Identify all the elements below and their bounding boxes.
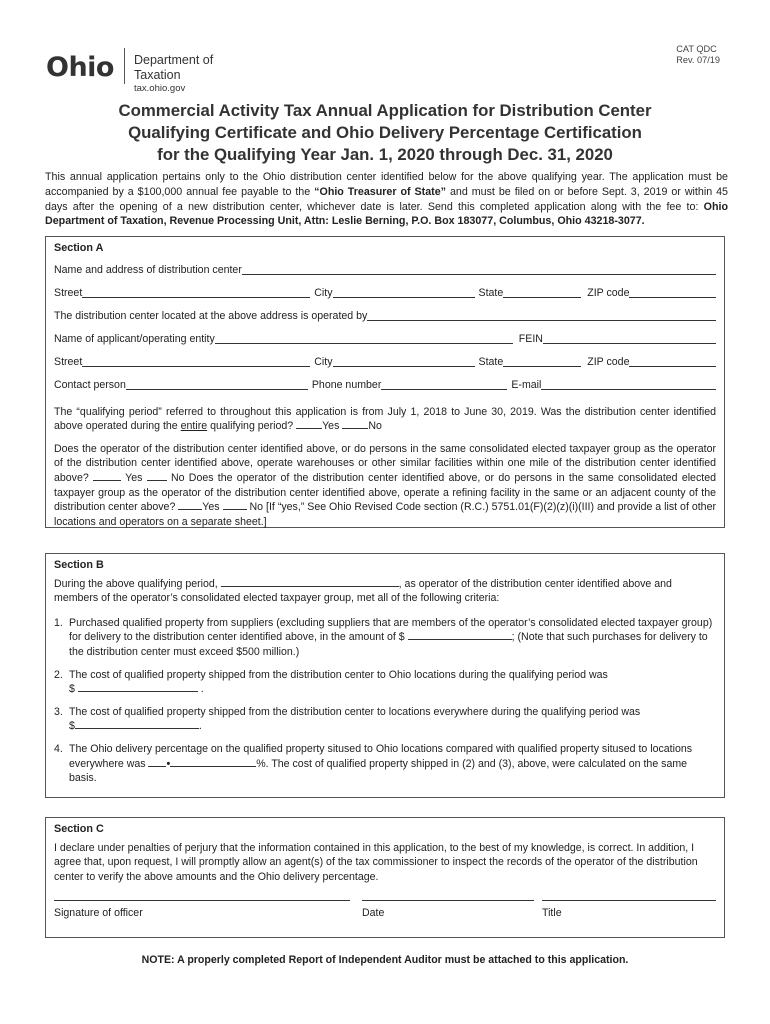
q1-no-label: No — [368, 420, 382, 433]
state-label-2: State — [478, 356, 504, 369]
section-b-intro-2: , as operator of the distribution center identified above and members of the operator’s consolidated elected taxpayer group, met all of the following criteria: — [54, 577, 672, 605]
department-line-2: Taxation — [134, 68, 181, 82]
zip-field-2[interactable] — [629, 366, 716, 367]
section-c-title: Section C — [54, 823, 104, 835]
q2b-no-label: No — [249, 501, 264, 514]
q2b-yes-blank[interactable] — [178, 509, 202, 510]
intro-payee: “Ohio Treasurer of State” — [314, 185, 446, 198]
city-field[interactable] — [333, 297, 475, 298]
section-b-intro-1: During the above qualifying period, — [54, 577, 221, 590]
section-b-intro — [54, 577, 716, 606]
item-1-text-1: Purchased qualified property from suppliers (excluding suppliers that are members of the operator’s consolidated elected taxpayer group) for delivery to the distribution center identified above, in the amount of $ — [69, 616, 713, 644]
ohio-shipped-cost-field[interactable] — [78, 691, 198, 692]
section-a — [45, 236, 725, 528]
email-field[interactable] — [541, 389, 716, 390]
title-block — [542, 900, 716, 920]
department-line-1: Department of — [134, 53, 214, 67]
section-b — [45, 553, 725, 798]
zip-field[interactable] — [629, 297, 716, 298]
row-contact — [54, 370, 716, 393]
item-1-text-2: ; (Note that such purchases for delivery to the distribution center must exceed $500 million.) — [69, 631, 708, 658]
intro-address: Ohio Department of Taxation, Revenue Processing Unit, Attn: Leslie Berning, P.O. Box 183077, Columbus, Ohio 43218-3077. — [45, 200, 728, 228]
street-label-2: Street — [54, 356, 83, 369]
signature-label: Signature of officer — [54, 907, 143, 920]
state-field[interactable] — [503, 297, 581, 298]
operated-by-label: The distribution center located at the above address is operated by — [54, 310, 368, 323]
city-field-2[interactable] — [333, 366, 475, 367]
q2b-yes-label: Yes — [202, 501, 220, 514]
item-2-number: 2. — [54, 668, 63, 681]
zip-label-2: ZIP code — [587, 356, 630, 369]
section-b-title: Section B — [54, 559, 104, 571]
q1-yes-label: Yes — [322, 420, 340, 433]
item-2-text: The cost of qualified property shipped from the distribution center to Ohio locations during the qualifying period was — [69, 668, 608, 681]
row-name-address — [54, 260, 716, 278]
declaration: I declare under penalties of perjury that the information contained in this application, to the best of my knowledge, is correct. In addition, I agree that, upon request, I will promptly allow an agent(s) of the tax commissioner to inspect the records of the operator of the distribution center to verify the above amounts and the Ohio delivery percentage. — [54, 841, 698, 883]
signature-field[interactable] — [54, 900, 350, 901]
row-applicant — [54, 324, 716, 347]
fein-label: FEIN — [518, 333, 543, 346]
ohio-logo: Ohio — [46, 52, 114, 83]
title-field[interactable] — [542, 900, 716, 901]
intro-text-1: This annual application pertains only to the Ohio distribution center identified below for the above qualifying year. The application must be accompanied by a $100,000 annual fee payable to the — [45, 171, 728, 198]
page-title — [40, 100, 730, 165]
logo-divider — [124, 48, 125, 84]
name-address-label: Name and address of distribution center — [54, 264, 242, 277]
intro-paragraph — [45, 170, 728, 229]
form-id — [676, 44, 720, 66]
item-2-body: The cost of qualified property shipped from the distribution center to Ohio locations during the qualifying period was $ . — [69, 668, 608, 696]
contact-field[interactable] — [126, 389, 308, 390]
item-4-number: 4. — [54, 743, 63, 756]
item-2-dollar: $ — [69, 683, 75, 696]
item-4-text-2: %. The cost of qualified property shipped in (2) and (3), above, were calculated on the same basis. — [69, 757, 688, 785]
operator-name-field[interactable] — [221, 586, 399, 587]
q2-text-1: Does the operator of the distribution center identified above, or do persons in the same consolidated elected taxpayer group as the operator of the distribution center identified above, operate warehouses or other similar facilities within one mile of the distribution center identified above? — [54, 442, 716, 484]
item-1-text — [69, 616, 716, 660]
percentage-whole-field[interactable] — [148, 766, 166, 767]
criteria-item-3 — [54, 705, 716, 734]
criteria-item-2 — [54, 668, 716, 697]
everywhere-shipped-cost-field[interactable] — [75, 728, 199, 729]
date-block — [362, 900, 534, 920]
signature-block — [54, 900, 350, 920]
q2a-no-label: No — [170, 472, 185, 484]
date-field[interactable] — [362, 900, 534, 901]
signature-row — [54, 900, 716, 920]
street-field[interactable] — [82, 297, 310, 298]
phone-field[interactable] — [381, 389, 507, 390]
city-label: City — [314, 287, 333, 300]
section-a-title: Section A — [54, 242, 104, 254]
form-revision: Rev. 07/19 — [676, 55, 720, 66]
item-3-number: 3. — [54, 705, 63, 718]
criteria-item-1 — [54, 616, 716, 660]
date-label: Date — [362, 907, 385, 920]
qualifying-period-question — [54, 405, 716, 434]
form-code: CAT QDC — [676, 44, 717, 54]
section-c — [45, 817, 725, 938]
q2a-yes-label: Yes — [125, 472, 143, 484]
item-3-dollar: $ — [69, 720, 75, 733]
city-label-2: City — [314, 356, 333, 369]
website: tax.ohio.gov — [134, 83, 186, 94]
q1-yes-blank[interactable] — [296, 428, 322, 429]
item-4-body — [69, 742, 716, 786]
percentage-decimal-field[interactable] — [170, 766, 256, 767]
facilities-question — [54, 442, 716, 530]
name-address-field[interactable] — [242, 274, 716, 275]
q2a-no-blank[interactable] — [147, 480, 167, 481]
applicant-field[interactable] — [215, 343, 513, 344]
street-label: Street — [54, 287, 83, 300]
item-4-text-1: The Ohio delivery percentage on the qualified property sitused to Ohio locations compared with qualified property sitused to locations everywhere was — [69, 743, 693, 770]
item-3-text: The cost of qualified property shipped from the distribution center to locations everywhere during the qualifying period was — [69, 705, 641, 718]
street-field-2[interactable] — [82, 366, 310, 367]
criteria-item-4 — [54, 742, 716, 786]
state-field-2[interactable] — [503, 366, 581, 367]
q1-text-2: qualifying period? — [207, 420, 297, 433]
title-line-3: for the Qualifying Year Jan. 1, 2020 through Dec. 31, 2020 — [157, 144, 613, 164]
q2b-no-blank[interactable] — [223, 509, 247, 510]
phone-label: Phone number — [311, 379, 382, 392]
item-3-body: The cost of qualified property shipped from the distribution center to locations everywhere during the qualifying period was $ . — [69, 705, 641, 733]
contact-label: Contact person — [54, 379, 126, 392]
q1-entire: entire — [180, 420, 208, 433]
q1-no-blank[interactable] — [342, 428, 368, 429]
q1-text-1: The “qualifying period” referred to throughout this application is from July 1, 2018 to June 30, 2019. Was the distribution center identified above operated during the — [54, 405, 716, 433]
zip-label: ZIP code — [587, 287, 630, 300]
auditor-note: NOTE: A properly completed Report of Independent Auditor must be attached to this application. — [141, 954, 629, 966]
decimal-point: • — [166, 757, 171, 770]
fein-field[interactable] — [543, 343, 716, 344]
row-operated-by — [54, 301, 716, 324]
q2-text-2: Does the operator of the distribution center identified above, or do persons in the same consolidated elected taxpayer group as the operator of the distribution center identified above, operate a refining facility in the same or an adjacent county of the distribution center above? — [54, 472, 716, 514]
q2a-yes-blank[interactable] — [93, 480, 121, 481]
state-label: State — [478, 287, 504, 300]
row-street-2 — [54, 347, 716, 370]
intro-text-2: and must be filed on or before Sept. 3, 2019 or within 45 days after the opening of a new distribution center, whichever date is later. Send this completed application along with the fee to: — [45, 185, 728, 213]
title-line-2: Qualifying Certificate and Ohio Delivery Percentage Certification — [128, 122, 642, 142]
item-1-number: 1. — [54, 616, 63, 629]
header — [46, 44, 726, 94]
title-line-1: Commercial Activity Tax Annual Application for Distribution Center — [118, 101, 652, 120]
operated-by-field[interactable] — [367, 320, 716, 321]
q2-text-3: [If “yes,” See Ohio Revised Code section (R.C.) 5751.01(F)(2)(z)(i)(III) and provide a list of other locations and operators on a separate sheet.] — [54, 501, 716, 528]
purchased-amount-field[interactable] — [408, 639, 512, 640]
row-street-1 — [54, 278, 716, 301]
title-label: Title — [542, 907, 562, 920]
applicant-label: Name of applicant/operating entity — [54, 333, 215, 346]
email-label: E-mail — [511, 379, 542, 392]
